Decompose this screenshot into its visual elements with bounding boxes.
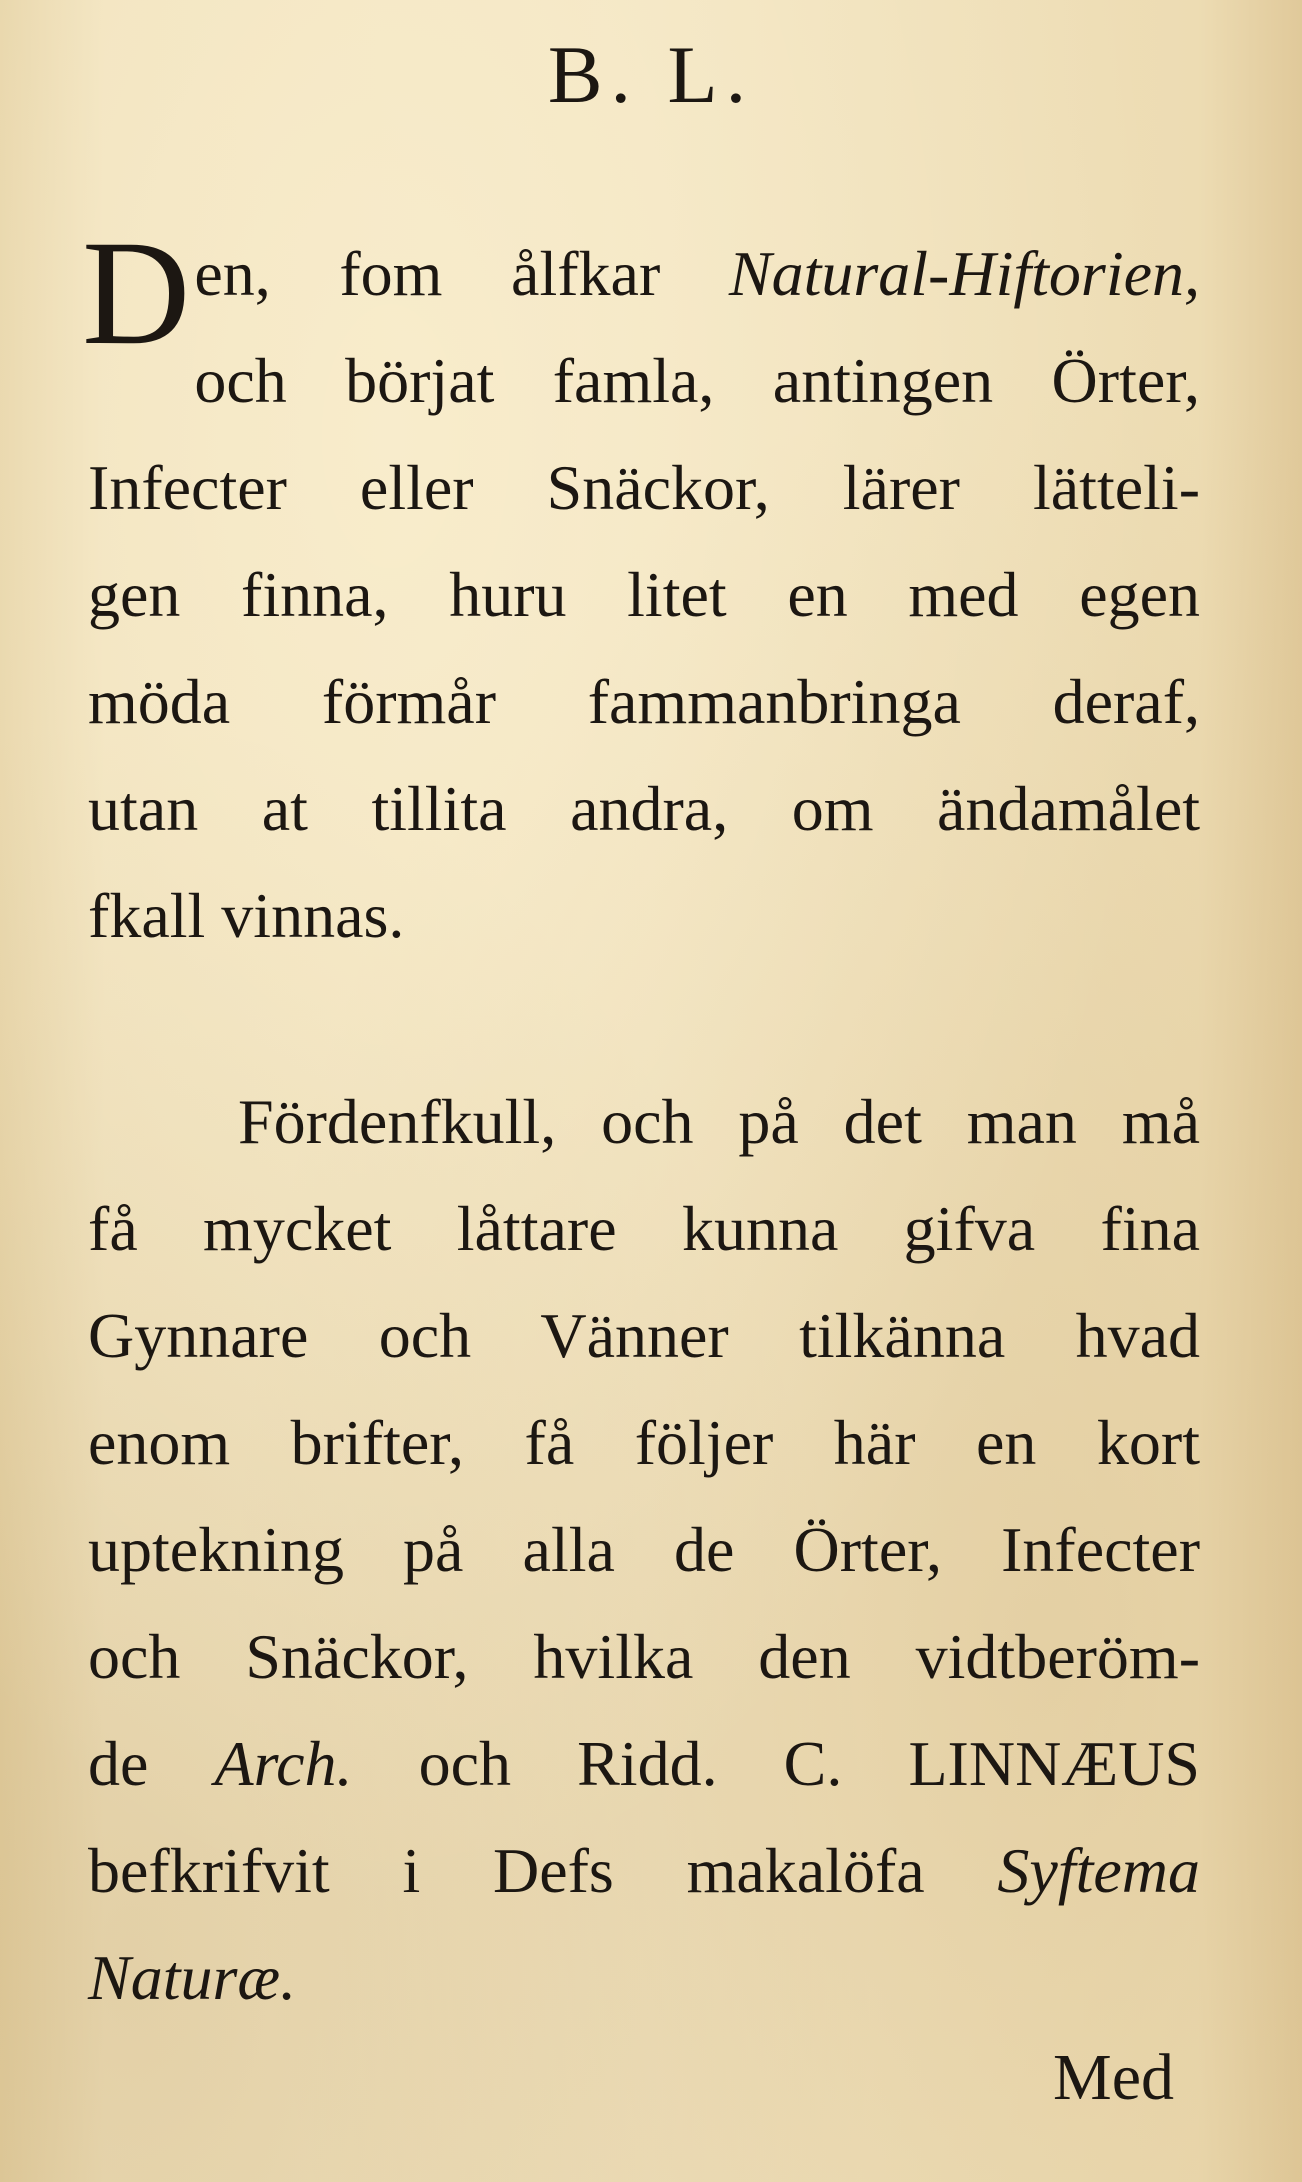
catchword: Med (1053, 2041, 1174, 2114)
text-line (88, 1817, 1200, 1924)
text-line: enom brifter, få följer här en kort (88, 1407, 1200, 1478)
text-line: Gynnare och Vänner tilkänna hvad (88, 1300, 1200, 1371)
text-span: en, fom ålfkar (194, 238, 729, 309)
italic-abbrev: Arch. (214, 1728, 353, 1799)
text-line: och Snäckor, hvilka den vidtberöm- (88, 1621, 1200, 1692)
drop-cap: D (82, 210, 191, 376)
italic-title: Syftema (997, 1835, 1200, 1906)
text-line: och börjat famla, antingen Örter, (194, 345, 1200, 416)
italic-title: Naturæ. (88, 1942, 297, 2013)
paragraph-1 (82, 210, 1200, 969)
text-span: och Ridd. C. LINNÆUS (352, 1728, 1201, 1799)
text-line: få mycket låttare kunna gifva fina (88, 1193, 1200, 1264)
paragraph-2 (88, 1068, 1200, 2031)
text-line: fkall vinnas. (88, 880, 405, 951)
text-span: de (88, 1728, 215, 1799)
text-line (88, 1924, 1200, 2031)
text-line (88, 1710, 1200, 1817)
text-line: möda förmår fammanbringa deraf, (88, 666, 1200, 737)
page-header: B. L. (547, 29, 755, 120)
text-span: befkrifvit i Defs makalöfa (88, 1835, 998, 1906)
text-line (88, 220, 1200, 327)
italic-title: Natural-Hiftorien, (728, 238, 1200, 309)
text-line: gen finna, huru litet en med egen (88, 559, 1200, 630)
text-line: utan at tillita andra, om ändamålet (88, 773, 1200, 844)
text-line: uptekning på alla de Örter, Infecter (88, 1514, 1200, 1585)
text-line: Fördenfkull, och på det man må (238, 1086, 1200, 1157)
text-line: Infecter eller Snäckor, lärer lätteli- (88, 452, 1200, 523)
